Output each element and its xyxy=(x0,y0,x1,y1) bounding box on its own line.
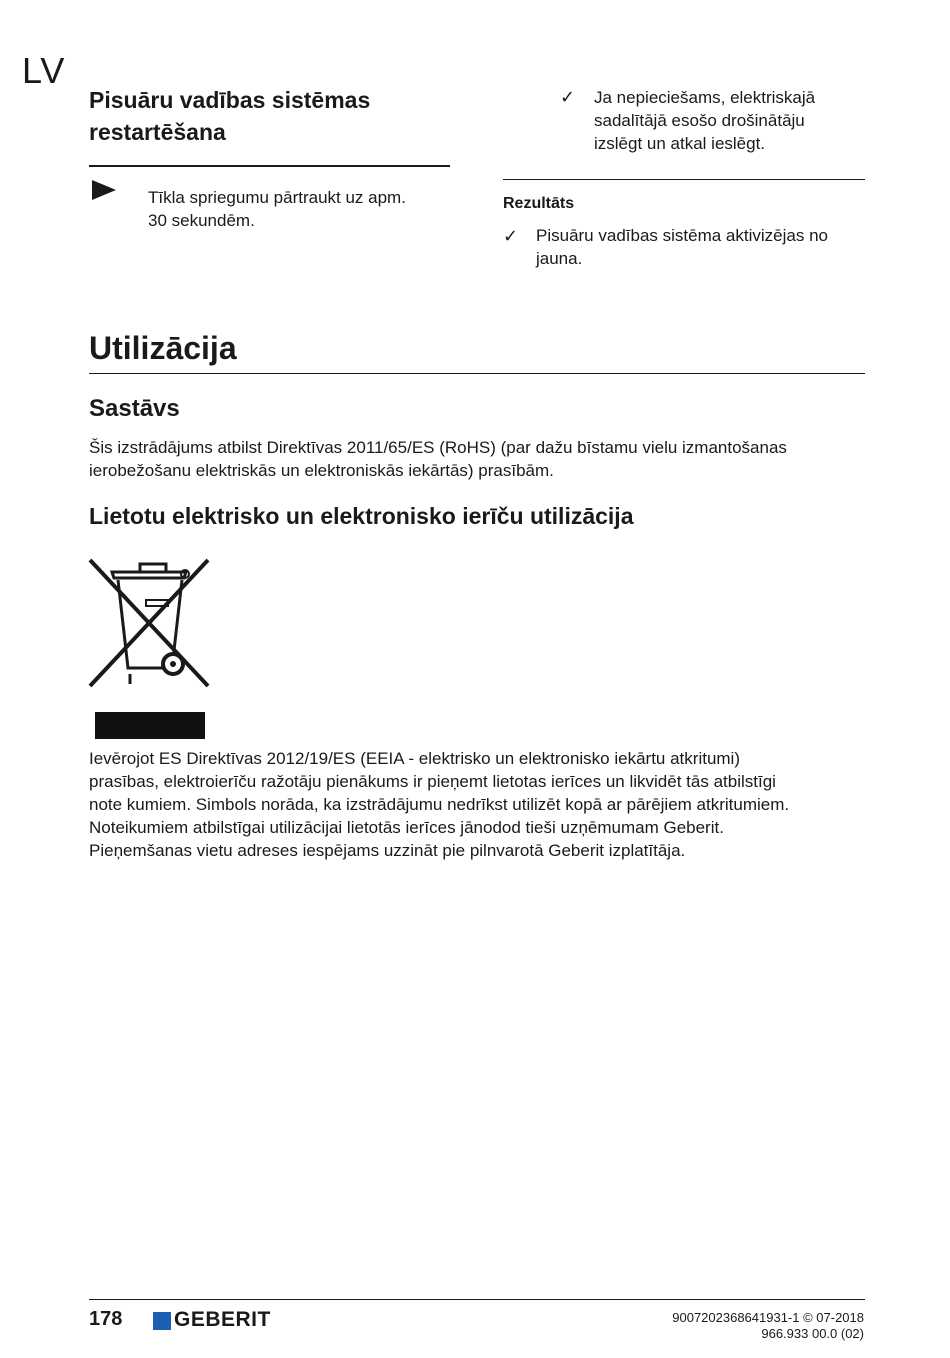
weee-text xyxy=(89,747,879,862)
weee-line4: Noteikumiem atbilstīgai utilizācijai lietotās ierīces jānodod tieši uzņēmumam Geberit. xyxy=(89,818,724,837)
result-line1: Pisuāru vadības sistēma aktivizējas no xyxy=(536,226,828,245)
document-reference-line2: 966.933 00.0 (02) xyxy=(761,1326,864,1341)
composition-line1: Šis izstrādājums atbilst Direktīvas 2011/65/ES (RoHS) (par dažu bīstamu vielu izmantošanas xyxy=(89,438,787,457)
document-reference xyxy=(672,1310,864,1342)
weee-line2: prasības, elektroierīču ražotāju pienākums ir pieņemt lietotas ierīces un likvidēt tās atbilstīgi xyxy=(89,772,776,791)
footer-rule xyxy=(89,1299,865,1300)
composition-line2: ierobežošanu elektriskās un elektroniskās iekārtās) prasībām. xyxy=(89,461,554,480)
fuse-note-line3: izslēgt un atkal ieslēgt. xyxy=(594,134,766,153)
disposal-heading-rule xyxy=(89,373,865,374)
page-number: 178 xyxy=(89,1308,123,1330)
language-tag: LV xyxy=(22,50,66,91)
restart-title-rule xyxy=(89,165,450,167)
document-reference-line1: 9007202368641931-1 © 07-2018 xyxy=(672,1310,864,1325)
restart-title-line1: Pisuāru vadības sistēmas xyxy=(89,87,371,113)
disposal-heading: Utilizācija xyxy=(89,330,237,366)
restart-title-line2: restartēšana xyxy=(89,119,226,145)
weee-line5: Pieņemšanas vietu adreses iespējams uzzināt pie pilnvarotā Geberit izplatītāja. xyxy=(89,841,686,860)
step-arrow-icon xyxy=(92,180,116,200)
step-line2: 30 sekundēm. xyxy=(148,211,255,230)
result-check-icon: ✓ xyxy=(503,226,519,246)
composition-heading: Sastāvs xyxy=(89,395,180,422)
crossed-out-wheelie-bin-icon xyxy=(86,556,212,690)
step-instruction xyxy=(148,186,448,232)
fuse-note-line1: Ja nepieciešams, elektriskajā xyxy=(594,88,816,107)
weee-heading: Lietotu elektrisko un elektronisko ierīču utilizācija xyxy=(89,503,634,529)
geberit-logo: GEBERIT xyxy=(174,1308,271,1331)
weee-line3: note kumiem. Simbols norāda, ka izstrādājumu nedrīkst utilizēt kopā ar pārējiem atkritumiem. xyxy=(89,795,790,814)
weee-line1: Ievērojot ES Direktīvas 2012/19/ES (EEIA - elektrisko un elektronisko iekārtu atkritumi) xyxy=(89,749,740,768)
composition-text xyxy=(89,436,869,482)
result-label: Rezultāts xyxy=(503,195,575,212)
check-icon: ✓ xyxy=(560,87,576,107)
fuse-note-line2: sadalītājā esošo drošinātāju xyxy=(594,111,805,130)
step-line1: Tīkla spriegumu pārtraukt uz apm. xyxy=(148,188,406,207)
fuse-note xyxy=(594,86,874,155)
result-line2: jauna. xyxy=(536,249,583,268)
weee-black-bar xyxy=(95,712,205,739)
restart-section-title xyxy=(89,84,449,148)
result-rule xyxy=(503,179,865,180)
result-text xyxy=(536,224,866,270)
geberit-logo-square-icon xyxy=(153,1312,171,1330)
